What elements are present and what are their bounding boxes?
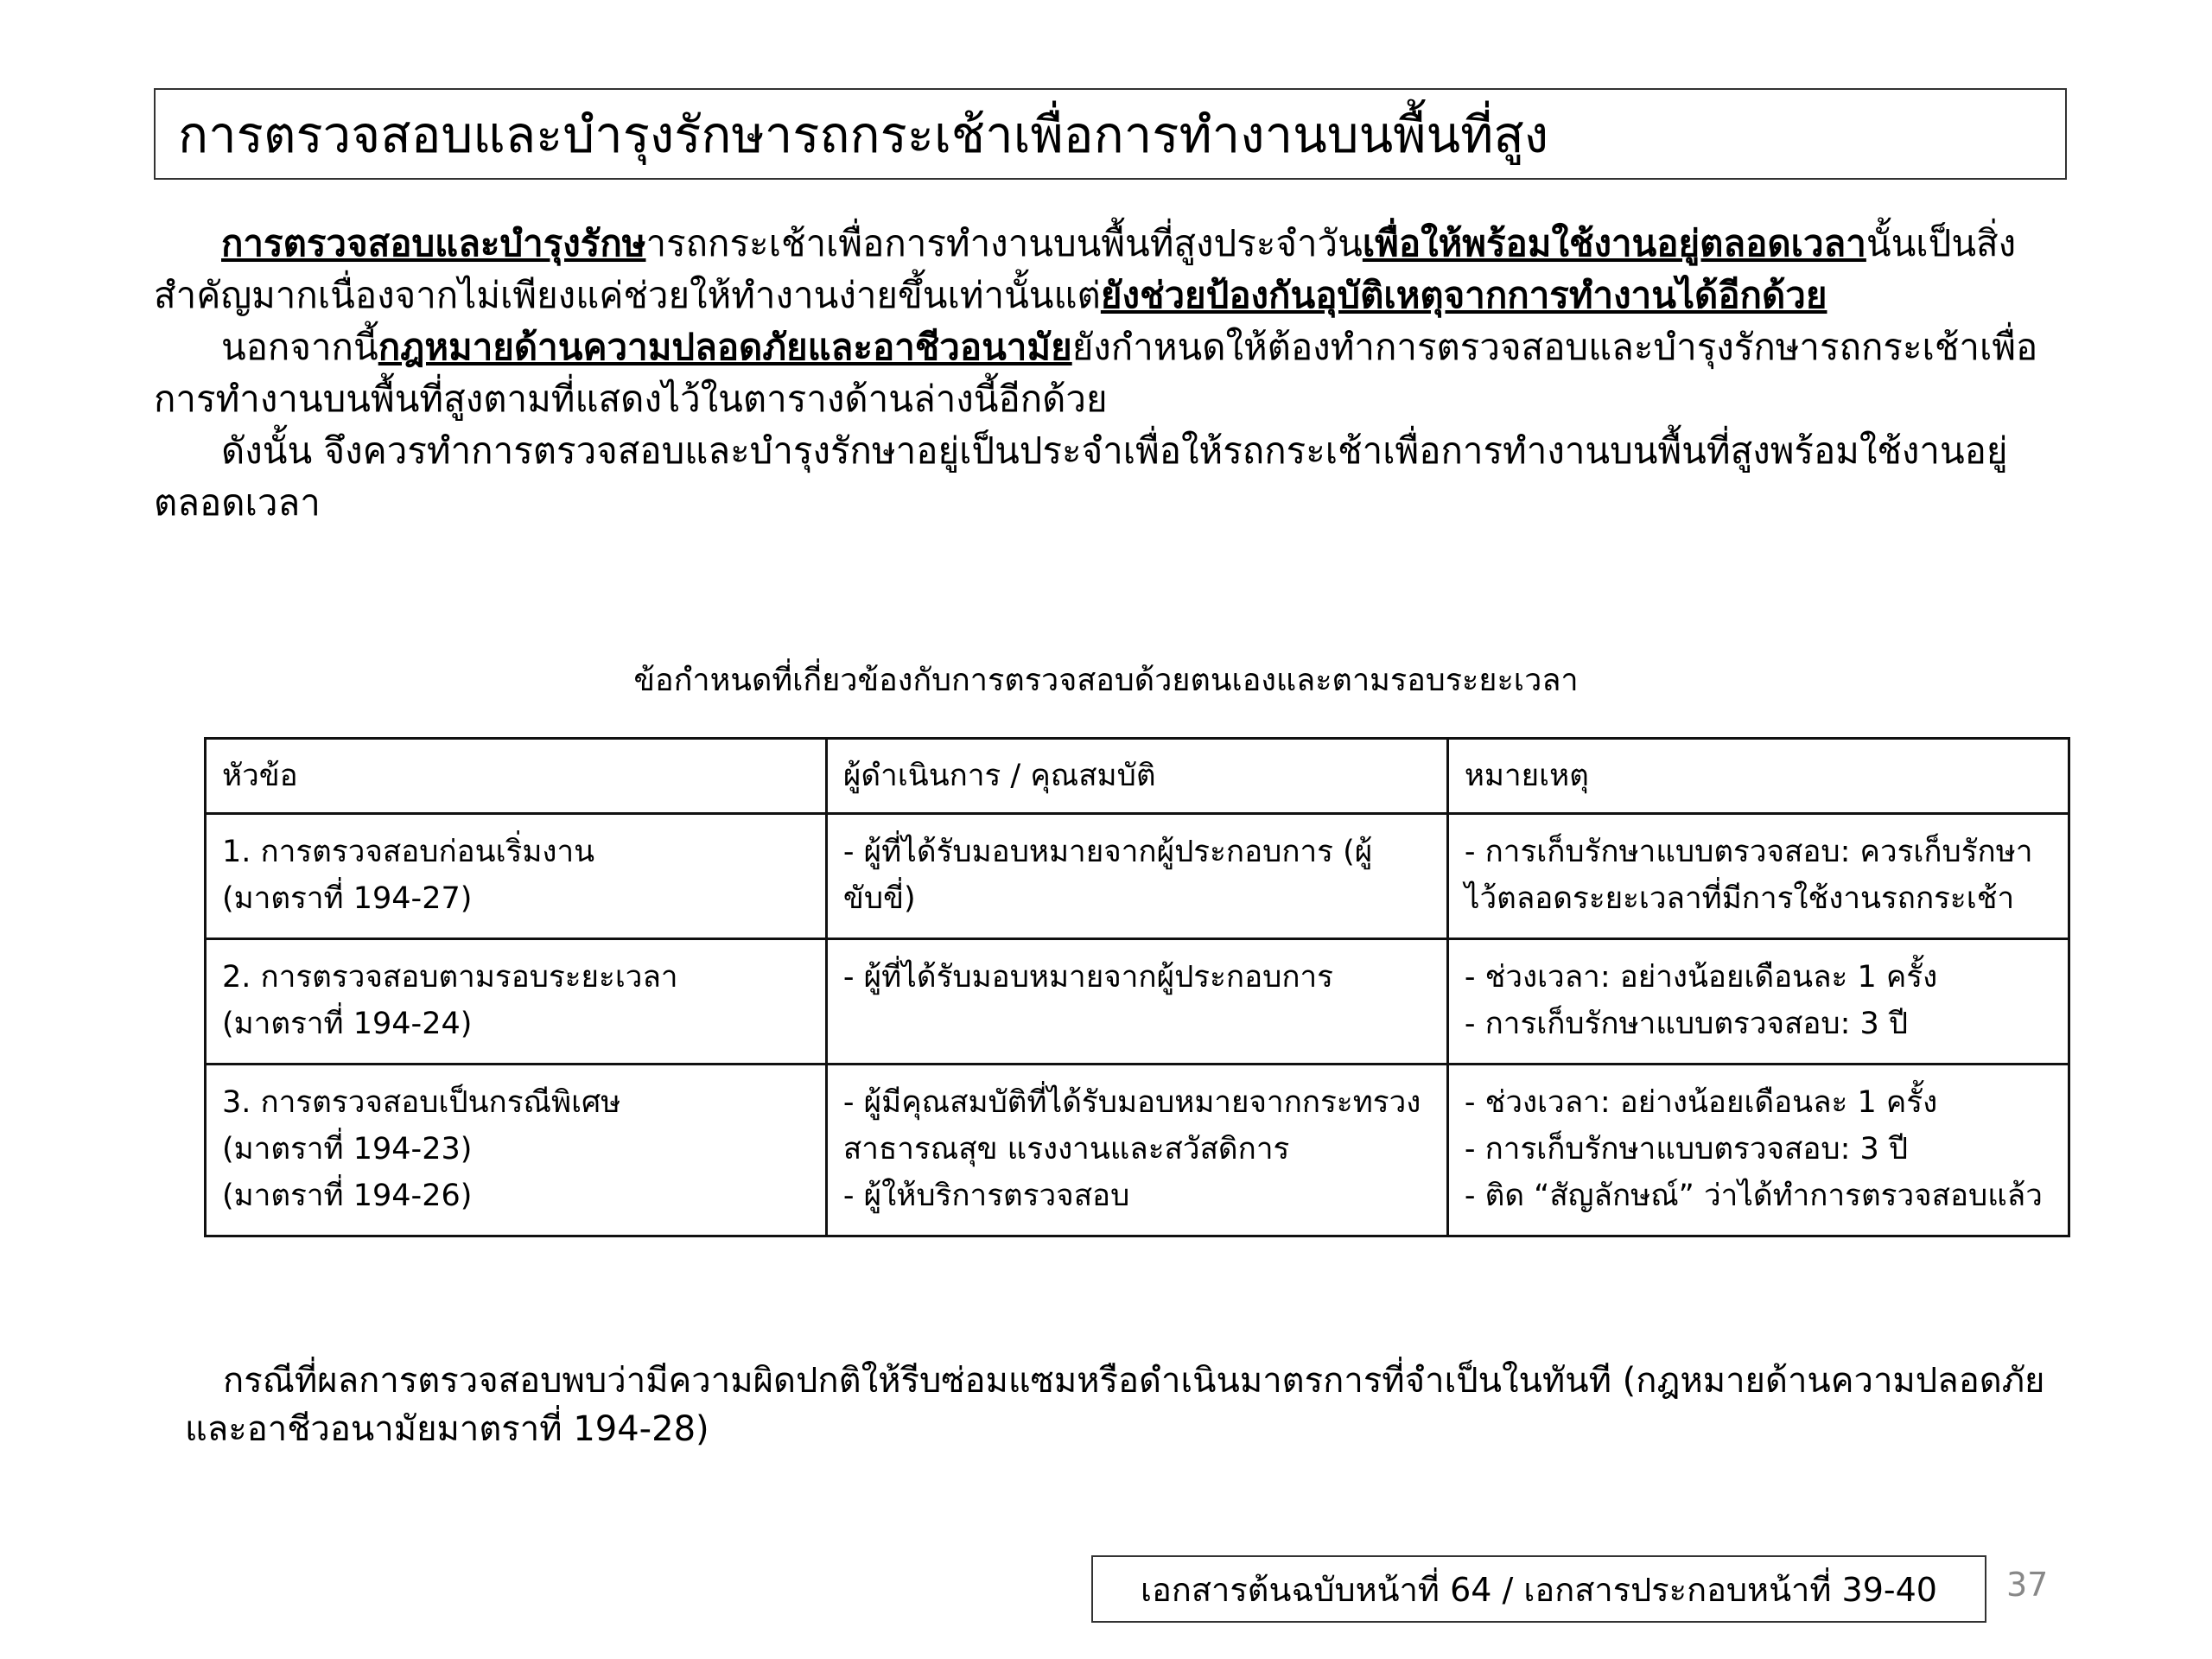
intro-text: ยังกำหนดให้ต้องทำการตรวจสอบและบำรุงรักษารถกระเช้าเพื่อการทำงานบนพื้นที่สูงตามที่แสดงไว้ในตารางด้านล่างนี้อีกด้วย — [154, 326, 2038, 420]
cell-line: - ติด “สัญลักษณ์” ว่าได้ทำการตรวจสอบแล้ว — [1464, 1179, 2043, 1213]
page-number: 37 — [2006, 1566, 2049, 1604]
table-row — [206, 1065, 2069, 1236]
cell-notes — [1447, 1065, 2069, 1236]
cell-topic — [206, 1065, 827, 1236]
intro-emphasis: การตรวจสอบและบำรุงรักษ — [221, 222, 646, 264]
cell-line: 2. การตรวจสอบตามรอบระยะเวลา — [222, 960, 678, 995]
cell-operator — [826, 939, 1447, 1065]
source-reference — [1091, 1555, 1986, 1623]
table-row — [206, 814, 2069, 939]
cell-line: - ผู้ให้บริการตรวจสอบ — [842, 1179, 1130, 1213]
cell-operator — [826, 814, 1447, 939]
header-notes: หมายเหตุ — [1447, 739, 2069, 814]
intro-text: นั้นเป็นสิ่งสำคัญมากเนื่องจากไม่เพียงแค่ช่วยให้ทำงานง่ายขึ้นเท่านั้นแต่ — [154, 222, 2017, 316]
table-header-row — [206, 739, 2069, 814]
table-caption: ข้อกำหนดที่เกี่ยวข้องกับการตรวจสอบด้วยตนเองและตามรอบระยะเวลา — [633, 663, 1579, 698]
cell-line: - การเก็บรักษาแบบตรวจสอบ: 3 ปี — [1464, 1007, 1909, 1041]
cell-line: (มาตราที่ 194-24) — [222, 1007, 473, 1041]
table-row — [206, 939, 2069, 1065]
intro-emphasis: เพื่อให้พร้อมใช้งานอยู่ตลอดเวลา — [1362, 222, 1866, 264]
cell-line: - ช่วงเวลา: อย่างน้อยเดือนละ 1 ครั้ง — [1464, 960, 1938, 995]
intro-text: ารถกระเช้าเพื่อการทำงานบนพื้นที่สูงประจำวัน — [645, 222, 1363, 264]
cell-line: - ช่วงเวลา: อย่างน้อยเดือนละ 1 ครั้ง — [1464, 1085, 1938, 1120]
cell-topic — [206, 939, 827, 1065]
intro-paragraph-1 — [154, 218, 2063, 321]
footnote — [185, 1357, 2051, 1453]
intro-paragraph-2 — [154, 321, 2063, 425]
page-title — [154, 88, 2067, 180]
intro-emphasis: ยังช่วยป้องกันอุบัติเหตุจากการทำงานได้อีกด้วย — [1100, 274, 1827, 316]
header-operator: ผู้ดำเนินการ / คุณสมบัติ — [826, 739, 1447, 814]
footnote-text: กรณีที่ผลการตรวจสอบพบว่ามีความผิดปกติให้รีบซ่อมแซมหรือดำเนินมาตรการที่จำเป็นในทันที (กฎหมายด้านความปลอดภัยและอาชีวอนามัยมาตราที่ 194-28) — [185, 1361, 2045, 1449]
cell-line: 3. การตรวจสอบเป็นกรณีพิเศษ — [222, 1085, 621, 1120]
cell-line: - การเก็บรักษาแบบตรวจสอบ: ควรเก็บรักษาไว้ตลอดระยะเวลาที่มีการใช้งานรถกระเช้า — [1464, 835, 2033, 916]
page-title-text: การตรวจสอบและบำรุงรักษารถกระเช้าเพื่อการทำงานบนพื้นที่สูง — [178, 105, 1549, 164]
cell-line: 1. การตรวจสอบก่อนเริ่มงาน — [222, 835, 595, 869]
requirements-table — [204, 737, 2070, 1237]
intro-emphasis: กฎหมายด้านความปลอดภัยและอาชีวอนามัย — [378, 326, 1072, 368]
cell-line: - ผู้ที่ได้รับมอบหมายจากผู้ประกอบการ — [842, 960, 1333, 995]
cell-line: (มาตราที่ 194-26) — [222, 1179, 473, 1213]
header-topic: หัวข้อ — [206, 739, 827, 814]
cell-line: - ผู้มีคุณสมบัติที่ได้รับมอบหมายจากกระทรวงสาธารณสุข แรงงานและสวัสดิการ — [842, 1085, 1421, 1166]
cell-line: - การเก็บรักษาแบบตรวจสอบ: 3 ปี — [1464, 1132, 1909, 1166]
intro-paragraph-3: ดังนั้น จึงควรทำการตรวจสอบและบำรุงรักษาอยู่เป็นประจำเพื่อให้รถกระเช้าเพื่อการทำงานบนพื้นที่สูงพร้อมใช้งานอยู่ตลอดเวลา — [154, 429, 2008, 524]
intro-text: นอกจากนี้ — [221, 326, 378, 368]
cell-topic — [206, 814, 827, 939]
cell-operator — [826, 1065, 1447, 1236]
intro-section — [154, 218, 2063, 529]
cell-line: - ผู้ที่ได้รับมอบหมายจากผู้ประกอบการ (ผู้ขับขี่) — [842, 835, 1373, 916]
cell-notes — [1447, 939, 2069, 1065]
source-reference-text: เอกสารต้นฉบับหน้าที่ 64 / เอกสารประกอบหน้าที่ 39-40 — [1141, 1570, 1937, 1609]
cell-line: (มาตราที่ 194-27) — [222, 881, 473, 916]
cell-line: (มาตราที่ 194-23) — [222, 1132, 473, 1166]
cell-notes — [1447, 814, 2069, 939]
